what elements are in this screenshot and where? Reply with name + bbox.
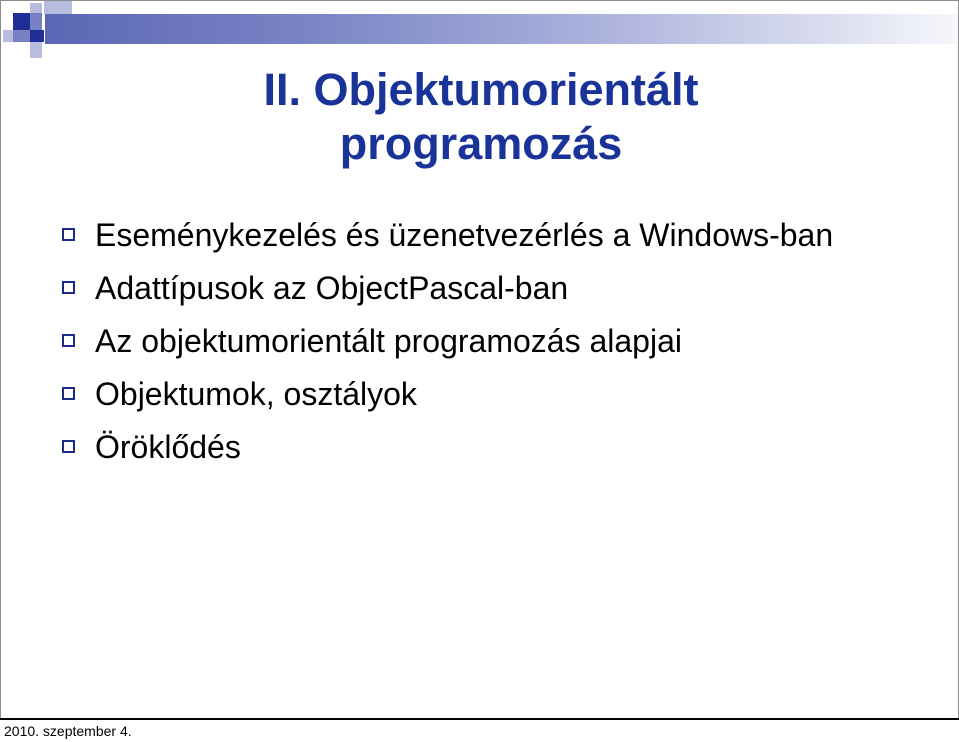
bullet-item: [59, 427, 919, 467]
square-bullet-icon: [62, 281, 75, 294]
bullet-text: Objektumok, osztályok: [95, 376, 417, 412]
decorative-square: [13, 30, 30, 42]
bullet-item: [59, 215, 919, 255]
square-bullet-icon: [62, 334, 75, 347]
decorative-square: [30, 42, 42, 58]
bullet-item: [59, 268, 919, 308]
footer-date: 2010. szeptember 4.: [4, 723, 132, 739]
bullet-item: [59, 374, 919, 414]
footer-divider: [0, 718, 959, 720]
decorative-square: [44, 1, 72, 14]
decorative-square: [13, 13, 30, 30]
bullet-item: [59, 321, 919, 361]
bullet-text: Öröklődés: [95, 429, 241, 465]
slide-title: II. Objektumorientált programozás: [263, 64, 699, 169]
square-bullet-icon: [62, 440, 75, 453]
bullet-text: Eseménykezelés és üzenetvezérlés a Windows-ban: [95, 217, 834, 253]
decorative-square: [30, 30, 44, 42]
decorative-header-bar: [45, 14, 958, 44]
decorative-square: [30, 3, 42, 13]
decorative-square: [30, 13, 42, 30]
bullet-list: [59, 215, 919, 480]
bullet-text: Az objektumorientált programozás alapjai: [95, 323, 682, 359]
square-bullet-icon: [62, 387, 75, 400]
decorative-square: [3, 30, 13, 42]
square-bullet-icon: [62, 228, 75, 241]
bullet-text: Adattípusok az ObjectPascal-ban: [95, 270, 569, 306]
